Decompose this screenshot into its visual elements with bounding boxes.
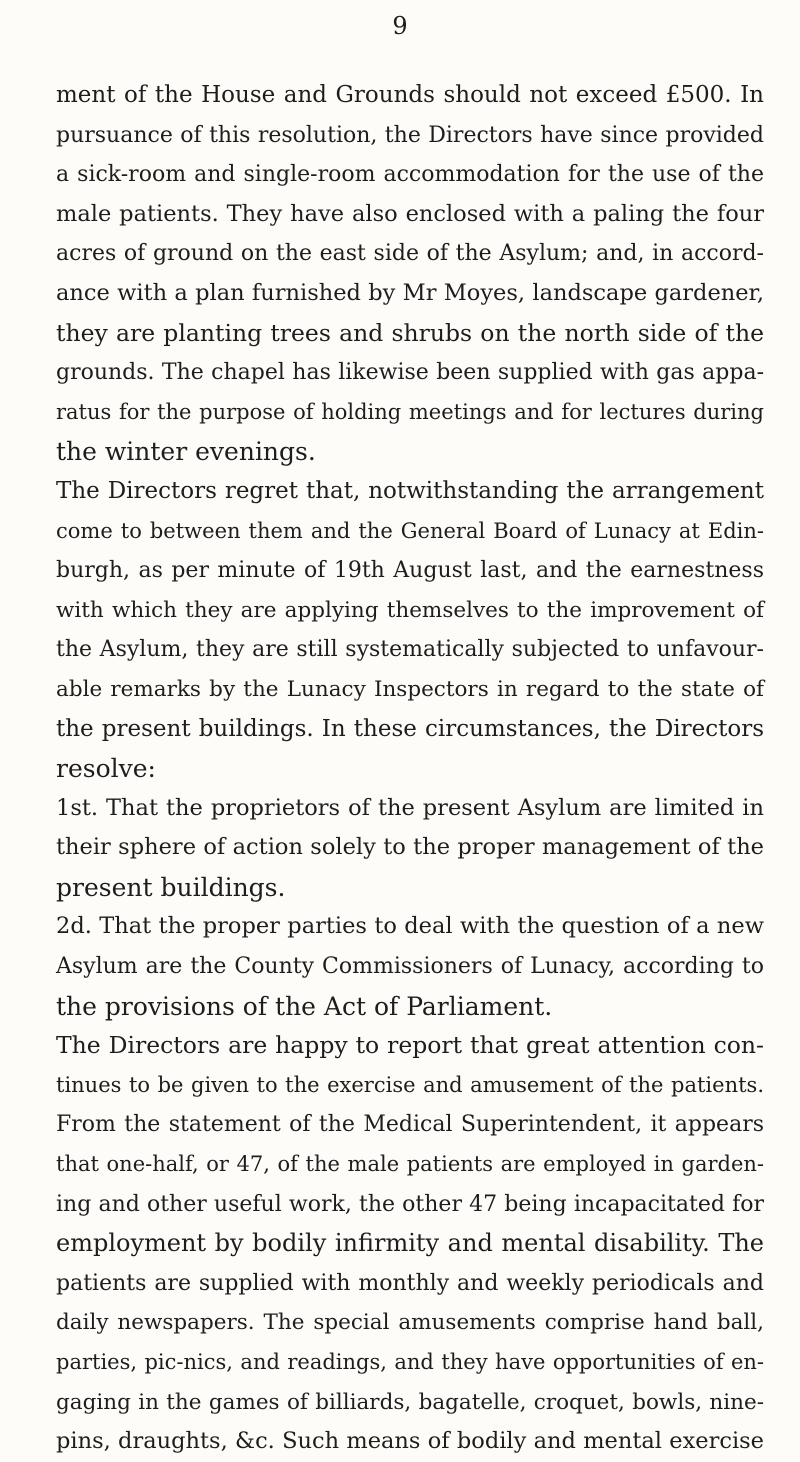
- text-line: with which they are applying themselves to the improvement of: [56, 597, 764, 623]
- text-line: tinues to be given to the exercise and amusement of the patients.: [56, 1072, 764, 1097]
- text-line: ing and other useful work, the other 47 being incapacitated for: [56, 1191, 764, 1217]
- text-line: male patients. They have also enclosed with a paling the four: [56, 200, 764, 227]
- text-line: the Asylum, they are still systematically subjected to unfavour-: [56, 637, 764, 663]
- text-line: the provisions of the Act of Parliament.: [56, 991, 553, 1021]
- text-line: patients are supplied with monthly and weekly periodicals and: [56, 1270, 764, 1296]
- text-line: the winter evenings.: [56, 437, 316, 467]
- page-number: 9: [392, 12, 408, 40]
- text-line: From the statement of the Medical Superintendent, it appears: [56, 1112, 764, 1138]
- text-line: employment by bodily infirmity and mental disability. The: [56, 1229, 764, 1258]
- text-line: daily newspapers. The special amusements comprise hand ball,: [56, 1310, 764, 1336]
- text-line: the present buildings. In these circumstances, the Directors: [56, 715, 764, 742]
- text-line: Asylum are the County Commissioners of Lunacy, according to: [56, 954, 764, 980]
- text-line: 1st. That the proprietors of the present Asylum are limited in: [56, 794, 764, 821]
- text-line: ment of the House and Grounds should not exceed £500. In: [56, 82, 764, 108]
- text-line: ratus for the purpose of holding meetings and for lectures during: [56, 399, 764, 424]
- text-line: present buildings.: [56, 872, 286, 902]
- text-line: that one-half, or 47, of the male patients are employed in garden-: [56, 1152, 764, 1177]
- document-body: [56, 76, 764, 1462]
- text-line: pursuance of this resolution, the Directors have since provided: [56, 122, 764, 148]
- text-line: The Directors regret that, notwithstanding the arrangement: [56, 477, 764, 504]
- text-line: The Directors are happy to report that great attention con-: [56, 1031, 764, 1060]
- text-line: their sphere of action solely to the proper management of the: [56, 834, 764, 861]
- text-line: ance with a plan furnished by Mr Moyes, landscape gardener,: [56, 279, 764, 306]
- text-line: burgh, as per minute of 19th August last, and the earnestness: [56, 558, 764, 584]
- text-line: resolve:: [56, 754, 156, 784]
- text-line: come to between them and the General Board of Lunacy at Edin-: [56, 518, 764, 543]
- text-line: they are planting trees and shrubs on the north side of the: [56, 318, 764, 347]
- text-line: acres of ground on the east side of the Asylum; and, in accord-: [56, 241, 764, 267]
- text-line: 2d. That the proper parties to deal with the question of a new: [56, 913, 764, 940]
- text-line: pins, draughts, &c. Such means of bodily and mental exercise: [56, 1428, 764, 1455]
- text-line: a sick-room and single-room accommodation for the use of the: [56, 162, 764, 188]
- text-line: gaging in the games of billiards, bagatelle, croquet, bowls, nine-: [56, 1389, 764, 1415]
- text-line: parties, pic-nics, and readings, and they have opportunities of en-: [56, 1350, 764, 1374]
- text-line: able remarks by the Lunacy Inspectors in regard to the state of: [56, 676, 764, 702]
- text-line: grounds. The chapel has likewise been supplied with gas appa-: [56, 360, 764, 386]
